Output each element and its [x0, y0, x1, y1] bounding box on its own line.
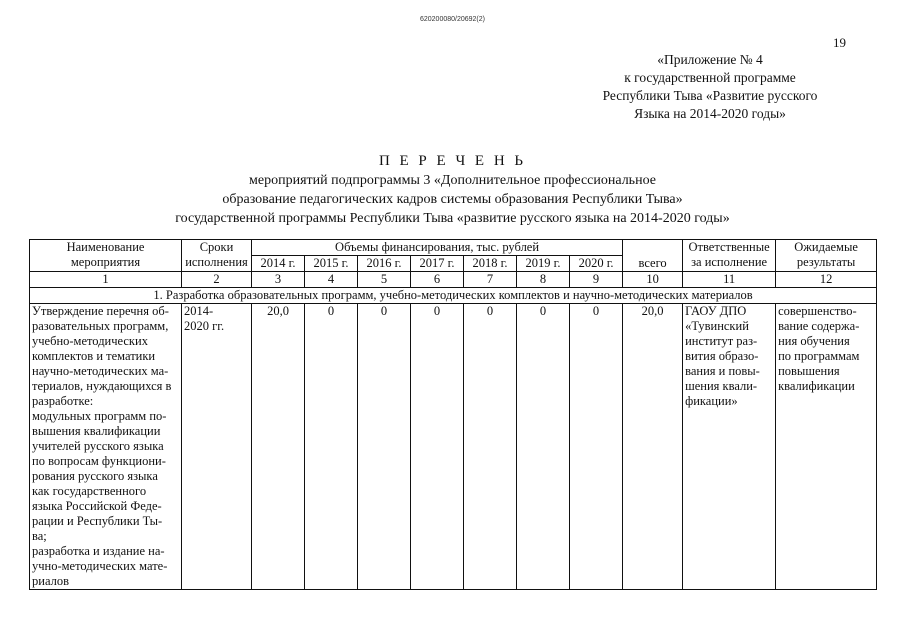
column-number: 2 — [182, 272, 252, 288]
funding-cell: 0 — [570, 304, 623, 590]
funding-cell: 0 — [305, 304, 358, 590]
column-number: 11 — [683, 272, 776, 288]
page-number: 19 — [833, 35, 846, 50]
header-funding-group: Объемы финансирования, тыс. рублей — [252, 240, 623, 256]
column-number: 1 — [30, 272, 182, 288]
column-number: 6 — [411, 272, 464, 288]
funding-cell: 0 — [358, 304, 411, 590]
header-deadlines: Сроки исполнения — [182, 240, 252, 272]
header-name: Наименование мероприятия — [30, 240, 182, 272]
section-title: 1. Разработка образовательных программ, учебно-методических комплектов и научно-методических материалов — [30, 288, 877, 304]
column-number: 3 — [252, 272, 305, 288]
document-title — [100, 152, 805, 228]
column-number: 7 — [464, 272, 517, 288]
header-year: 2014 г. — [252, 256, 305, 272]
header-year: 2016 г. — [358, 256, 411, 272]
funding-cell: 0 — [517, 304, 570, 590]
appendix-line: Республики Тыва «Развитие русского — [602, 88, 818, 103]
header-row — [30, 240, 877, 256]
appendix-line: Языка на 2014-2020 годы» — [634, 106, 786, 121]
subtitle-line: образование педагогических кадров системы образования Республики Тыва» — [222, 192, 683, 207]
column-number: 9 — [570, 272, 623, 288]
header-year: 2018 г. — [464, 256, 517, 272]
results-cell: совершенство- вание содержа- ния обучения по программам повышения квалификации — [776, 304, 877, 590]
appendix-note — [560, 51, 860, 123]
funding-cell: 20,0 — [252, 304, 305, 590]
responsible-cell: ГАОУ ДПО «Тувинский институт раз- вития образо- вания и повы- шения квали- фикации» — [683, 304, 776, 590]
header-year: 2019 г. — [517, 256, 570, 272]
header-year: 2020 г. — [570, 256, 623, 272]
column-number: 8 — [517, 272, 570, 288]
deadline-cell: 2014- 2020 гг. — [182, 304, 252, 590]
activities-table — [29, 239, 877, 590]
subtitle-line: мероприятий подпрограммы 3 «Дополнительное профессиональное — [249, 173, 656, 188]
activity-name-cell: Утверждение перечня об- разовательных программ, учебно-методических комплектов и тематики научно-методических ма- териалов, нуждающихся в разработке: модульных программ по- вышения квалификации учителей русского языка по вопросам функциони- рования русского языка как государственного языка Российской Феде- рации и Республики Ты- ва; разработка и издание на- учно-методических мате- риалов — [30, 304, 182, 590]
header-year: 2017 г. — [411, 256, 464, 272]
header-year: 2015 г. — [305, 256, 358, 272]
column-number: 10 — [623, 272, 683, 288]
funding-cell: 0 — [411, 304, 464, 590]
column-number: 4 — [305, 272, 358, 288]
column-number: 5 — [358, 272, 411, 288]
header-results: Ожидаемые результаты — [776, 240, 877, 272]
column-number: 12 — [776, 272, 877, 288]
document-id: 620200080/20692(2) — [419, 16, 485, 23]
appendix-line: «Приложение № 4 — [657, 52, 763, 67]
header-responsible: Ответственные за исполнение — [683, 240, 776, 272]
header-total: всего — [623, 240, 683, 272]
appendix-line: к государственной программе — [624, 70, 796, 85]
table-row — [30, 304, 877, 590]
section-row — [30, 288, 877, 304]
column-numbers-row — [30, 272, 877, 288]
subtitle-line: государственной программы Республики Тыва «развитие русского языка на 2014-2020 годы» — [175, 211, 730, 226]
title-heading: П Е Р Е Ч Е Н Ь — [378, 153, 527, 169]
funding-cell: 0 — [464, 304, 517, 590]
total-cell: 20,0 — [623, 304, 683, 590]
